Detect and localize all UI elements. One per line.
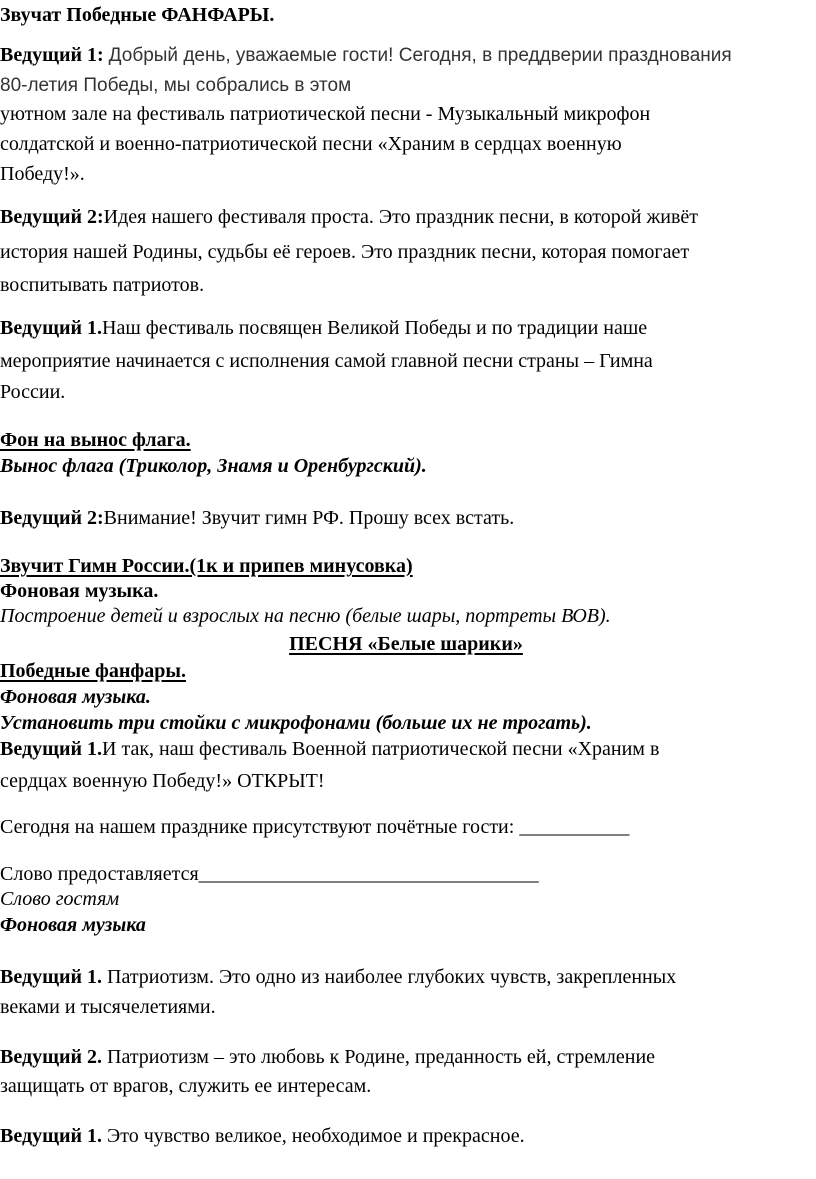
anthem-cue: Звучит Гимн России.(1к и припев минусовка) <box>0 555 413 577</box>
host1-patriotism-line2: веками и тысячелетиями. <box>0 996 216 1018</box>
flag-music-cue: Фон на вынос флага. <box>0 429 191 451</box>
speaker-label: Ведущий 2: <box>0 507 104 529</box>
host1-intro-line1: Ведущий 1: Добрый день, уважаемые гости! Сегодня, в преддверии празднования <box>0 44 732 66</box>
host1-anthem-line2: мероприятие начинается с исполнения самой главной песни страны – Гимна <box>0 350 653 372</box>
host1-feeling-line: Ведущий 1. Это чувство великое, необходимое и прекрасное. <box>0 1125 525 1147</box>
speaker-label: Ведущий 2: <box>0 206 104 228</box>
host1-intro-line3: уютном зале на фестиваль патриотической песни - Музыкальный микрофон <box>0 103 651 125</box>
host1-intro-line5: Победу!». <box>0 163 85 185</box>
background-music-cue: Фоновая музыка. <box>0 580 159 602</box>
host2-patriotism-line2: защищать от врагов, служить ее интересам. <box>0 1075 372 1097</box>
flag-carry-cue: Вынос флага (Триколор, Знамя и Оренбургский). <box>0 455 427 477</box>
host2-anthem-call: Ведущий 2:Внимание! Звучит гимн РФ. Прошу всех встать. <box>0 507 515 529</box>
host2-idea-line3: воспитывать патриотов. <box>0 274 205 296</box>
host2-idea-line2: история нашей Родины, судьбы её героев. Это праздник песни, которая помогает <box>0 241 690 263</box>
host1-intro-line4: солдатской и военно-патриотической песни «Храним в сердцах военную <box>0 133 622 155</box>
host2-patriotism-line1: Ведущий 2. Патриотизм – это любовь к Родине, преданность ей, стремление <box>0 1046 656 1068</box>
speaker-label: Ведущий 1. <box>0 1125 103 1147</box>
host1-anthem-line3: России. <box>0 381 66 403</box>
lineup-cue: Построение детей и взрослых на песню (белые шары, портреты ВОВ). <box>0 605 611 627</box>
host1-patriotism-line1: Ведущий 1. Патриотизм. Это одно из наиболее глубоких чувств, закрепленных <box>0 966 677 988</box>
host1-opening-line2: сердцах военную Победу!» ОТКРЫТ! <box>0 770 325 792</box>
fanfare-heading: Звучат Победные ФАНФАРЫ. <box>0 4 275 26</box>
background-music-cue-3: Фоновая музыка <box>0 914 146 936</box>
speaker-label: Ведущий 1. <box>0 738 103 760</box>
microphone-stands-cue: Установить три стойки с микрофонами (больше их не трогать). <box>0 712 592 734</box>
speaker-label: Ведущий 2. <box>0 1046 103 1068</box>
background-music-cue-2: Фоновая музыка. <box>0 686 151 708</box>
speaker-label: Ведущий 1. <box>0 966 103 988</box>
host1-opening-line1: Ведущий 1.И так, наш фестиваль Военной патриотической песни «Храним в <box>0 738 660 760</box>
host1-intro-line2: 80-летия Победы, мы собрались в этом <box>0 75 352 96</box>
speaker-label: Ведущий 1. <box>0 317 103 339</box>
honored-guests-line: Сегодня на нашем празднике присутствуют почётные гости: ___________ <box>0 816 630 838</box>
guests-speech-cue: Слово гостям <box>0 888 120 910</box>
speaker-label: Ведущий 1: <box>0 44 104 66</box>
host2-idea-line1: Ведущий 2:Идея нашего фестиваля проста. Это праздник песни, в которой живёт <box>0 206 699 228</box>
song-title: ПЕСНЯ «Белые шарики» <box>289 633 523 655</box>
victory-fanfare-cue: Победные фанфары. <box>0 660 186 682</box>
host1-anthem-line1: Ведущий 1.Наш фестиваль посвящен Великой Победы и по традиции наше <box>0 317 648 339</box>
floor-given-line: Слово предоставляется__________________________________ <box>0 863 539 885</box>
